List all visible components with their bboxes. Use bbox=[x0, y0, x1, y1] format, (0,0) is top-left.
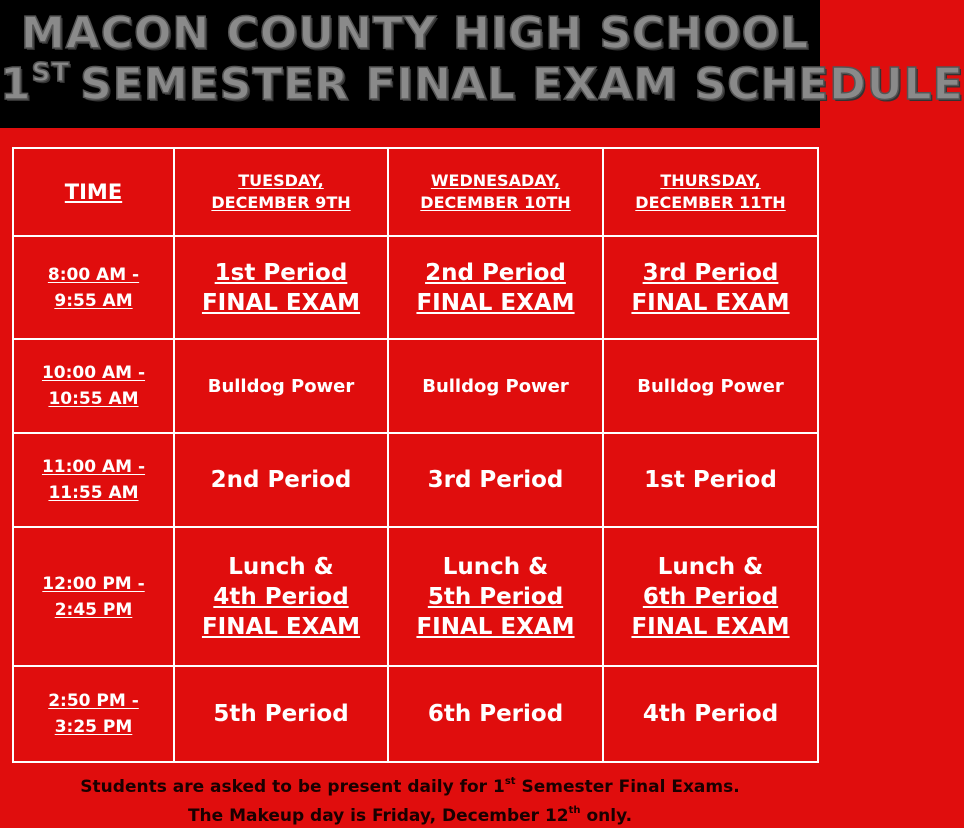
time-cell bbox=[13, 236, 174, 339]
time-start: 12:00 PM - bbox=[42, 573, 145, 594]
schedule-cell bbox=[174, 433, 388, 527]
schedule-cell bbox=[174, 666, 388, 762]
footer-note bbox=[0, 770, 820, 828]
period-label: 1st Period bbox=[644, 467, 777, 493]
activity-label: Bulldog Power bbox=[207, 375, 355, 397]
header-row bbox=[13, 148, 818, 236]
schedule-cell bbox=[603, 666, 818, 762]
schedule-cell bbox=[388, 666, 603, 762]
header-cell-thursday bbox=[603, 148, 818, 236]
table-row bbox=[13, 527, 818, 666]
time-cell bbox=[13, 339, 174, 433]
footer-line-2-ordinal: th bbox=[568, 805, 581, 816]
schedule-cell bbox=[603, 433, 818, 527]
footer-line-2-end: only. bbox=[580, 806, 633, 826]
final-exam-label: FINAL EXAM bbox=[631, 289, 790, 316]
header-cell-tuesday bbox=[174, 148, 388, 236]
wednesday-header-line2: DECEMBER 10TH bbox=[420, 193, 571, 212]
schedule-cell bbox=[174, 236, 388, 339]
thursday-header-line1: THURSDAY, bbox=[660, 171, 761, 190]
footer-line-1-ordinal: st bbox=[504, 776, 516, 787]
school-name-title: MACON COUNTY HIGH SCHOOL bbox=[20, 8, 810, 59]
schedule-cell bbox=[388, 433, 603, 527]
final-exam-label: FINAL EXAM bbox=[201, 613, 361, 640]
header-banner bbox=[0, 0, 964, 128]
schedule-title-number: 1 bbox=[0, 59, 32, 110]
footer-line-1-text: Students are asked to be present daily for 1 bbox=[80, 777, 505, 797]
schedule-cell bbox=[603, 527, 818, 666]
table-row bbox=[13, 339, 818, 433]
lunch-label: Lunch & bbox=[442, 553, 549, 580]
time-cell bbox=[13, 433, 174, 527]
table-row bbox=[13, 236, 818, 339]
period-label: 5th Period bbox=[427, 583, 564, 610]
time-end: 2:45 PM bbox=[54, 599, 133, 620]
time-end: 11:55 AM bbox=[48, 483, 139, 503]
footer-line-2 bbox=[0, 799, 820, 828]
schedule-cell bbox=[388, 527, 603, 666]
period-label: 3rd Period bbox=[642, 259, 779, 286]
schedule-cell bbox=[603, 236, 818, 339]
schedule-cell bbox=[388, 339, 603, 433]
period-label: 5th Period bbox=[213, 701, 349, 727]
thursday-header-line2: DECEMBER 11TH bbox=[635, 193, 786, 212]
tuesday-header-line1: TUESDAY, bbox=[238, 171, 324, 190]
period-label: 4th Period bbox=[642, 701, 779, 727]
tuesday-header-line2: DECEMBER 9TH bbox=[211, 193, 351, 212]
period-label: 2nd Period bbox=[210, 467, 352, 493]
schedule-cell bbox=[174, 339, 388, 433]
period-label: 3rd Period bbox=[427, 467, 564, 493]
final-exam-label: FINAL EXAM bbox=[631, 613, 790, 640]
activity-label: Bulldog Power bbox=[637, 375, 784, 397]
time-end: 9:55 AM bbox=[54, 290, 133, 311]
table-row bbox=[13, 666, 818, 762]
time-end: 3:25 PM bbox=[54, 717, 133, 737]
period-label: 4th Period bbox=[213, 583, 349, 610]
final-exam-label: FINAL EXAM bbox=[416, 613, 575, 640]
time-start: 11:00 AM - bbox=[41, 457, 146, 477]
lunch-label: Lunch & bbox=[228, 553, 334, 580]
time-header-label: TIME bbox=[64, 180, 123, 204]
schedule-title bbox=[0, 58, 964, 110]
period-label: 1st Period bbox=[214, 259, 348, 286]
schedule-cell bbox=[174, 527, 388, 666]
activity-label: Bulldog Power bbox=[422, 375, 569, 397]
time-start: 2:50 PM - bbox=[48, 691, 139, 711]
footer-line-1 bbox=[0, 770, 820, 799]
final-exam-label: FINAL EXAM bbox=[416, 289, 575, 316]
header-cell-time bbox=[13, 148, 174, 236]
period-label: 6th Period bbox=[642, 583, 779, 610]
footer-line-1-end: Semester Final Exams. bbox=[515, 777, 740, 797]
period-label: 2nd Period bbox=[425, 259, 566, 286]
time-end: 10:55 AM bbox=[48, 389, 139, 409]
time-cell bbox=[13, 666, 174, 762]
time-cell bbox=[13, 527, 174, 666]
footer-line-2-text: The Makeup day is Friday, December 12 bbox=[187, 806, 569, 826]
exam-schedule-table bbox=[12, 147, 819, 763]
time-start: 10:00 AM - bbox=[41, 363, 146, 383]
schedule-cell bbox=[603, 339, 818, 433]
schedule-title-ordinal: ST bbox=[31, 58, 71, 88]
final-exam-label: FINAL EXAM bbox=[201, 289, 361, 316]
table-row bbox=[13, 433, 818, 527]
schedule-cell bbox=[388, 236, 603, 339]
header-cell-wednesday bbox=[388, 148, 603, 236]
time-start: 8:00 AM - bbox=[47, 264, 140, 285]
period-label: 6th Period bbox=[427, 701, 564, 727]
lunch-label: Lunch & bbox=[657, 553, 764, 580]
wednesday-header-line1: WEDNESADAY, bbox=[430, 171, 561, 190]
schedule-title-text: SEMESTER FINAL EXAM SCHEDULE bbox=[80, 59, 964, 110]
